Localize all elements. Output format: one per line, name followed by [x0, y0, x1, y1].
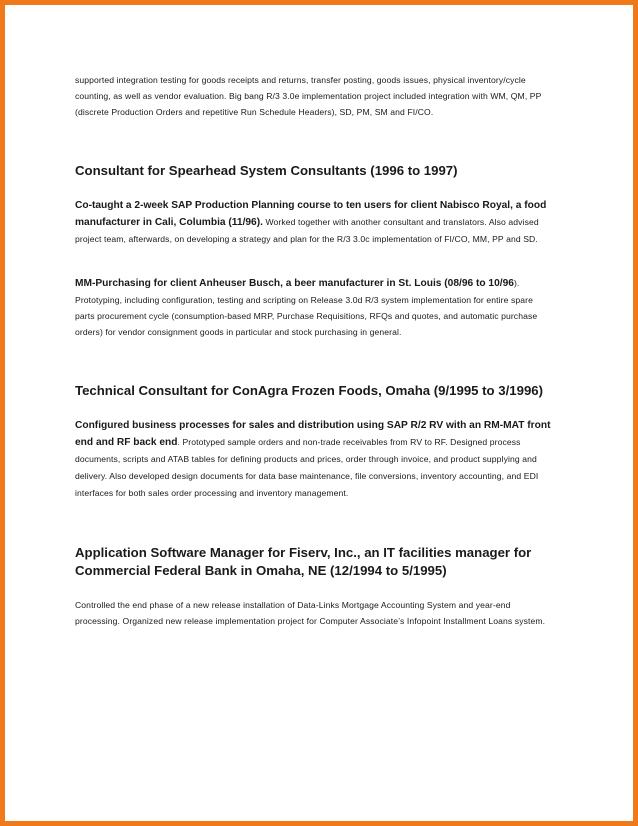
intro-paragraph: supported integration testing for goods receipts and returns, transfer posting, goods issues, physical inventory/cycle counting, as well as vendor evaluation. Big bang R/3 3.0e implementation project included integration with WM, QM, PP (discrete Production Orders and repetitive Run Schedule Headers), SD, PM, SM and FI/CO.	[75, 75, 542, 117]
entry-lead: Configured business processes for sales and distribution using SAP R/2 RV with an RM-MAT front end and RF back end	[75, 420, 551, 448]
entry-text: Worked together with another consultant and translators. Also advised project team, afterwards, on developing a strategy and plan for the R/3 3.0c implementation of FI/CO, MM, PP and SD.	[75, 217, 539, 244]
entry-anheuser-text: Prototyping, including configuration, testing and scripting on Release 3.0d R/3 system implementation for entire spare parts procurement cycle (consumption-based MRP, Purchase Requisitions, RFQs and quotes, and automatic purchase orders) for vendor consignment goods in particular and stock purchasing in general.	[75, 295, 538, 337]
entry-lead: Co-taught a 2-week SAP Production Planning course to ten users for client Nabisco Royal, a food manufacturer in Cali, Columbia (11/96).	[75, 200, 547, 228]
entry-anheuser-lead	[75, 275, 555, 292]
entry-conagra	[75, 417, 555, 502]
entry-text: . Prototyped sample orders and non-trade receivables from RV to RF. Designed process documents, scripts and ATAB tables for defining products and prices, order through invoice, and product supplying and delivery. Also developed design documents for data base maintenance, file conversions, inventory accounting, and EDI interfaces for both sales order processing and inventory management.	[75, 437, 539, 498]
entry-lead: MM-Purchasing for client Anheuser Busch, a beer manufacturer in St. Louis (08/96 to 10/96	[75, 278, 514, 289]
section-heading-spearhead: Consultant for Spearhead System Consultants (1996 to 1997)	[75, 163, 458, 178]
section-heading-fiserv: Application Software Manager for Fiserv, Inc., an IT facilities manager for Commercial Federal Bank in Omaha, NE (12/1994 to 5/1995)	[75, 545, 532, 578]
entry-nabisco	[75, 197, 555, 248]
section-heading-conagra: Technical Consultant for ConAgra Frozen Foods, Omaha (9/1995 to 3/1996)	[75, 383, 544, 398]
entry-fiserv-text: Controlled the end phase of a new release installation of Data-Links Mortgage Accounting System and year-end processing. Organized new release implementation project for Computer Associate’s Infopoint Installment Loans system.	[75, 600, 546, 626]
resume-page	[75, 72, 555, 629]
entry-lead-trail: ).	[513, 278, 520, 288]
